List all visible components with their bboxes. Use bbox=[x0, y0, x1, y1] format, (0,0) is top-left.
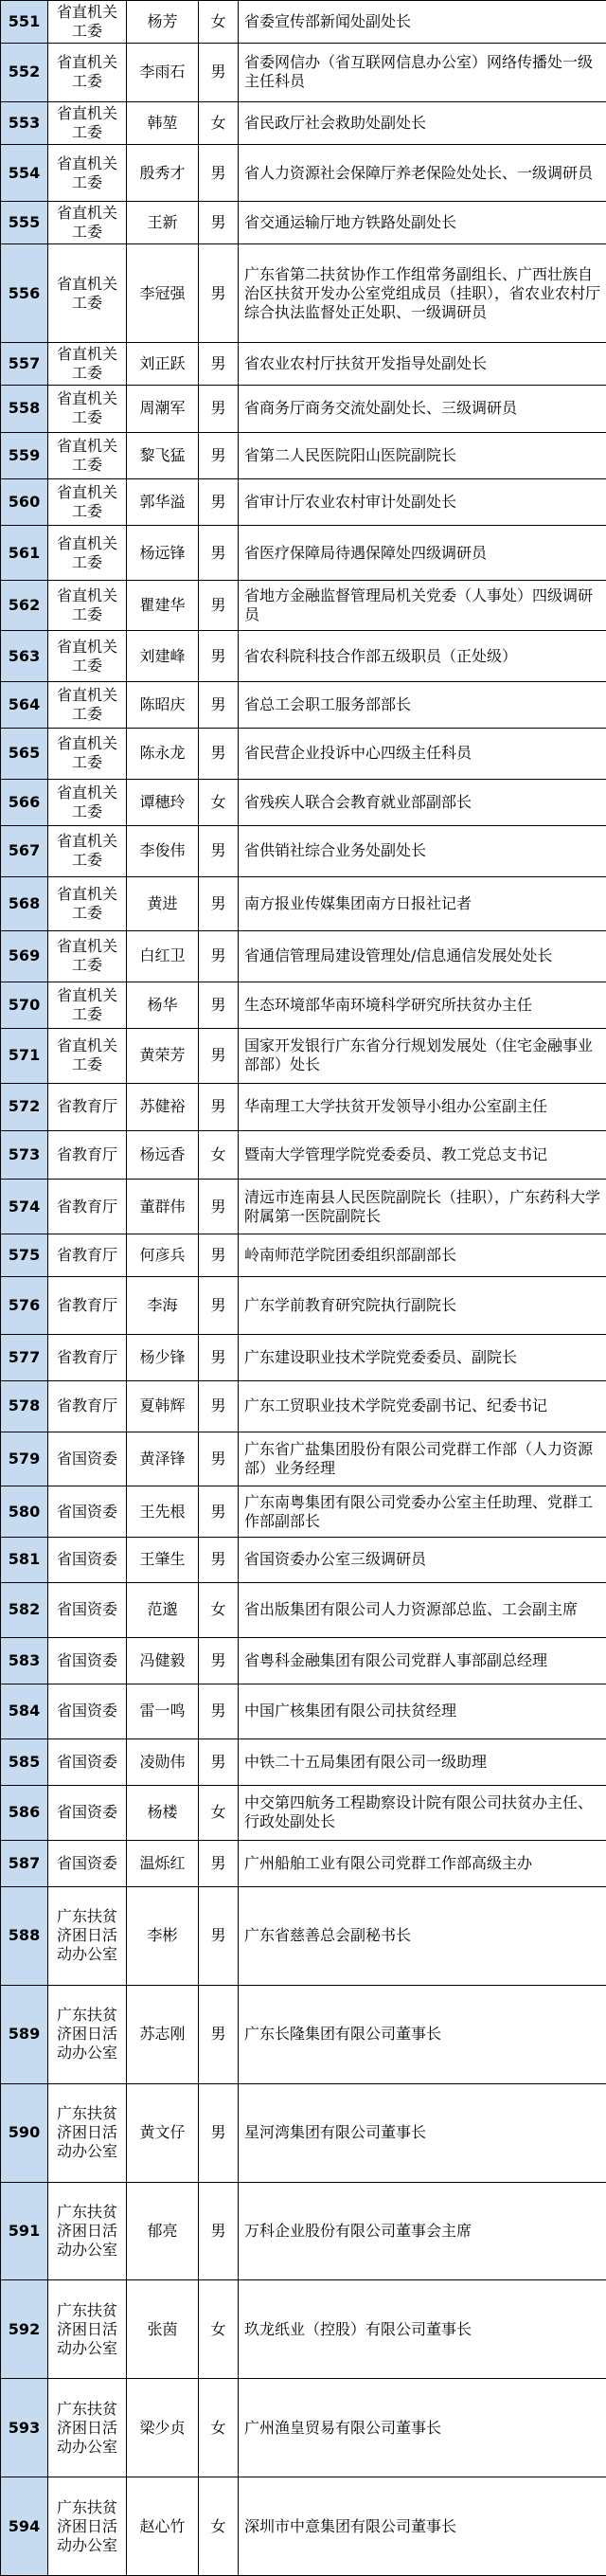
unit-cell: 省直机关工委 bbox=[48, 202, 127, 244]
unit-cell: 省教育厅 bbox=[48, 1334, 127, 1380]
table-row bbox=[1, 931, 606, 982]
name-cell: 王先根 bbox=[127, 1486, 199, 1537]
table-row bbox=[1, 1, 606, 44]
table-row bbox=[1, 1381, 606, 1432]
position-cell: 国家开发银行广东省分行规划发展处（住宅金融事业部部）处长 bbox=[239, 1028, 606, 1083]
unit-cell: 省教育厅 bbox=[48, 1381, 127, 1432]
gender-cell: 女 bbox=[199, 1, 239, 44]
table-row bbox=[1, 580, 606, 630]
name-cell: 杨华 bbox=[127, 982, 199, 1028]
table-row bbox=[1, 779, 606, 825]
position-cell: 玖龙纸业（控股）有限公司董事长 bbox=[239, 2280, 606, 2379]
row-number: 588 bbox=[1, 1886, 48, 1985]
name-cell: 黄进 bbox=[127, 876, 199, 931]
name-cell: 凌勋伟 bbox=[127, 1738, 199, 1785]
unit-cell: 省直机关工委 bbox=[48, 729, 127, 779]
name-cell: 刘正跃 bbox=[127, 343, 199, 386]
unit-cell: 省国资委 bbox=[48, 1738, 127, 1785]
unit-cell: 省国资委 bbox=[48, 1583, 127, 1638]
position-cell: 广东南粤集团有限公司党委办公室主任助理、党群工作部副部长 bbox=[239, 1486, 606, 1537]
gender-cell: 男 bbox=[199, 244, 239, 343]
gender-cell: 男 bbox=[199, 1684, 239, 1739]
table-row bbox=[1, 101, 606, 144]
unit-cell: 省国资委 bbox=[48, 1840, 127, 1886]
position-cell: 省粤科金融集团有限公司党群人事部副总经理 bbox=[239, 1637, 606, 1684]
table-row bbox=[1, 44, 606, 102]
unit-cell: 省教育厅 bbox=[48, 1130, 127, 1179]
table-row bbox=[1, 478, 606, 525]
name-cell: 王新 bbox=[127, 202, 199, 244]
unit-cell: 省国资委 bbox=[48, 1785, 127, 1840]
position-cell: 省地方金融监督管理局机关党委（人事处）四级调研员 bbox=[239, 580, 606, 630]
unit-cell: 省直机关工委 bbox=[48, 681, 127, 728]
row-number: 551 bbox=[1, 1, 48, 44]
unit-cell: 省直机关工委 bbox=[48, 478, 127, 525]
table-row bbox=[1, 1985, 606, 2083]
row-number: 593 bbox=[1, 2379, 48, 2477]
unit-cell: 省直机关工委 bbox=[48, 631, 127, 681]
unit-cell: 省直机关工委 bbox=[48, 386, 127, 432]
gender-cell: 男 bbox=[199, 1028, 239, 1083]
name-cell: 夏韩辉 bbox=[127, 1381, 199, 1432]
gender-cell: 男 bbox=[199, 1234, 239, 1276]
name-cell: 梁少贞 bbox=[127, 2379, 199, 2477]
position-cell: 万科企业股份有限公司董事会主席 bbox=[239, 2182, 606, 2280]
row-number: 582 bbox=[1, 1583, 48, 1638]
position-cell: 省商务厅商务交流处副处长、三级调研员 bbox=[239, 386, 606, 432]
position-cell: 中交第四航务工程勘察设计院有限公司扶贫办主任、行政处副处长 bbox=[239, 1785, 606, 1840]
position-cell: 广东省慈善总会副秘书长 bbox=[239, 1886, 606, 1985]
position-cell: 省委网信办（省互联网信息办公室）网络传播处一级主任科员 bbox=[239, 44, 606, 102]
row-number: 566 bbox=[1, 779, 48, 825]
row-number: 572 bbox=[1, 1083, 48, 1130]
gender-cell: 男 bbox=[199, 580, 239, 630]
position-cell: 深圳市中意集团有限公司董事长 bbox=[239, 2477, 606, 2576]
gender-cell: 男 bbox=[199, 386, 239, 432]
gender-cell: 男 bbox=[199, 1277, 239, 1335]
position-cell: 省医疗保障局待遇保障处四级调研员 bbox=[239, 526, 606, 581]
table-body bbox=[1, 1, 606, 2576]
name-cell: 瞿建华 bbox=[127, 580, 199, 630]
name-cell: 李彬 bbox=[127, 1886, 199, 1985]
table-row bbox=[1, 1180, 606, 1234]
position-cell: 广州船舶工业有限公司党群工作部高级主办 bbox=[239, 1840, 606, 1886]
name-cell: 陈永龙 bbox=[127, 729, 199, 779]
gender-cell: 男 bbox=[199, 1637, 239, 1684]
name-cell: 苏健裕 bbox=[127, 1083, 199, 1130]
row-number: 570 bbox=[1, 982, 48, 1028]
gender-cell: 男 bbox=[199, 876, 239, 931]
row-number: 552 bbox=[1, 44, 48, 102]
name-cell: 周潮军 bbox=[127, 386, 199, 432]
name-cell: 韩堃 bbox=[127, 101, 199, 144]
name-cell: 杨远香 bbox=[127, 1130, 199, 1179]
row-number: 576 bbox=[1, 1277, 48, 1335]
table-row bbox=[1, 1083, 606, 1130]
row-number: 586 bbox=[1, 1785, 48, 1840]
table-row bbox=[1, 1684, 606, 1739]
row-number: 585 bbox=[1, 1738, 48, 1785]
row-number: 560 bbox=[1, 478, 48, 525]
table-row bbox=[1, 1886, 606, 1985]
gender-cell: 男 bbox=[199, 1886, 239, 1985]
position-cell: 中国广核集团有限公司扶贫经理 bbox=[239, 1684, 606, 1739]
gender-cell: 男 bbox=[199, 44, 239, 102]
unit-cell: 广东扶贫济困日活动办公室 bbox=[48, 2379, 127, 2477]
row-number: 591 bbox=[1, 2182, 48, 2280]
row-number: 579 bbox=[1, 1432, 48, 1486]
position-cell: 省农科院科技合作部五级职员（正处级） bbox=[239, 631, 606, 681]
table-row bbox=[1, 2182, 606, 2280]
name-cell: 何彦兵 bbox=[127, 1234, 199, 1276]
name-cell: 殷秀才 bbox=[127, 144, 199, 202]
unit-cell: 省直机关工委 bbox=[48, 876, 127, 931]
gender-cell: 男 bbox=[199, 478, 239, 525]
table-row bbox=[1, 1840, 606, 1886]
gender-cell: 女 bbox=[199, 101, 239, 144]
table-row bbox=[1, 343, 606, 386]
table-row bbox=[1, 1637, 606, 1684]
table-row bbox=[1, 2477, 606, 2576]
gender-cell: 女 bbox=[199, 2477, 239, 2576]
gender-cell: 男 bbox=[199, 729, 239, 779]
position-cell: 省第二人民医院阳山医院副院长 bbox=[239, 432, 606, 478]
row-number: 575 bbox=[1, 1234, 48, 1276]
name-cell: 郁亮 bbox=[127, 2182, 199, 2280]
row-number: 573 bbox=[1, 1130, 48, 1179]
unit-cell: 省直机关工委 bbox=[48, 826, 127, 876]
row-number: 564 bbox=[1, 681, 48, 728]
gender-cell: 男 bbox=[199, 1738, 239, 1785]
position-cell: 省委宣传部新闻处副处长 bbox=[239, 1, 606, 44]
name-cell: 黎飞猛 bbox=[127, 432, 199, 478]
name-cell: 温烁红 bbox=[127, 1840, 199, 1886]
table-row bbox=[1, 1028, 606, 1083]
unit-cell: 省国资委 bbox=[48, 1486, 127, 1537]
gender-cell: 男 bbox=[199, 2182, 239, 2280]
position-cell: 暨南大学管理学院党委委员、教工党总支书记 bbox=[239, 1130, 606, 1179]
position-cell: 省供销社综合业务处副处长 bbox=[239, 826, 606, 876]
gender-cell: 女 bbox=[199, 1583, 239, 1638]
position-cell: 省国资委办公室三级调研员 bbox=[239, 1537, 606, 1582]
unit-cell: 省教育厅 bbox=[48, 1234, 127, 1276]
unit-cell: 省直机关工委 bbox=[48, 432, 127, 478]
name-cell: 张茵 bbox=[127, 2280, 199, 2379]
row-number: 583 bbox=[1, 1637, 48, 1684]
gender-cell: 女 bbox=[199, 1130, 239, 1179]
unit-cell: 省教育厅 bbox=[48, 1277, 127, 1335]
row-number: 558 bbox=[1, 386, 48, 432]
row-number: 556 bbox=[1, 244, 48, 343]
position-cell: 省审计厅农业农村审计处副处长 bbox=[239, 478, 606, 525]
unit-cell: 省直机关工委 bbox=[48, 526, 127, 581]
table-row bbox=[1, 432, 606, 478]
position-cell: 清远市连南县人民医院副院长（挂职），广东药科大学附属第一医院副院长 bbox=[239, 1180, 606, 1234]
table-row bbox=[1, 681, 606, 728]
unit-cell: 省直机关工委 bbox=[48, 144, 127, 202]
position-cell: 广东工贸职业技术学院党委副书记、纪委书记 bbox=[239, 1381, 606, 1432]
position-cell: 省人力资源社会保障厅养老保险处处长、一级调研员 bbox=[239, 144, 606, 202]
row-number: 571 bbox=[1, 1028, 48, 1083]
unit-cell: 省教育厅 bbox=[48, 1180, 127, 1234]
row-number: 565 bbox=[1, 729, 48, 779]
table-row bbox=[1, 202, 606, 244]
gender-cell: 男 bbox=[199, 1180, 239, 1234]
unit-cell: 省国资委 bbox=[48, 1684, 127, 1739]
table-row bbox=[1, 244, 606, 343]
table-row bbox=[1, 729, 606, 779]
gender-cell: 男 bbox=[199, 631, 239, 681]
table-row bbox=[1, 2379, 606, 2477]
name-cell: 李冠强 bbox=[127, 244, 199, 343]
unit-cell: 省国资委 bbox=[48, 1432, 127, 1486]
name-cell: 杨少锋 bbox=[127, 1334, 199, 1380]
unit-cell: 省直机关工委 bbox=[48, 244, 127, 343]
name-cell: 杨芳 bbox=[127, 1, 199, 44]
gender-cell: 男 bbox=[199, 1840, 239, 1886]
row-number: 569 bbox=[1, 931, 48, 982]
row-number: 589 bbox=[1, 1985, 48, 2083]
table-row bbox=[1, 1785, 606, 1840]
row-number: 584 bbox=[1, 1684, 48, 1739]
row-number: 557 bbox=[1, 343, 48, 386]
name-cell: 雷一鸣 bbox=[127, 1684, 199, 1739]
position-cell: 广东学前教育研究院执行副院长 bbox=[239, 1277, 606, 1335]
position-cell: 省通信管理局建设管理处/信息通信发展处处长 bbox=[239, 931, 606, 982]
row-number: 592 bbox=[1, 2280, 48, 2379]
unit-cell: 省直机关工委 bbox=[48, 343, 127, 386]
table-row bbox=[1, 1738, 606, 1785]
unit-cell: 省直机关工委 bbox=[48, 931, 127, 982]
name-cell: 李俊伟 bbox=[127, 826, 199, 876]
position-cell: 省民营企业投诉中心四级主任科员 bbox=[239, 729, 606, 779]
row-number: 587 bbox=[1, 1840, 48, 1886]
unit-cell: 省国资委 bbox=[48, 1537, 127, 1582]
position-cell: 省交通运输厅地方铁路处副处长 bbox=[239, 202, 606, 244]
row-number: 577 bbox=[1, 1334, 48, 1380]
gender-cell: 女 bbox=[199, 779, 239, 825]
unit-cell: 广东扶贫济困日活动办公室 bbox=[48, 2477, 127, 2576]
name-cell: 刘建峰 bbox=[127, 631, 199, 681]
position-cell: 岭南师范学院团委组织部副部长 bbox=[239, 1234, 606, 1276]
name-cell: 董群伟 bbox=[127, 1180, 199, 1234]
unit-cell: 省直机关工委 bbox=[48, 779, 127, 825]
position-cell: 省民政厅社会救助处副处长 bbox=[239, 101, 606, 144]
position-cell: 广东长隆集团有限公司董事长 bbox=[239, 1985, 606, 2083]
name-cell: 李海 bbox=[127, 1277, 199, 1335]
unit-cell: 省直机关工委 bbox=[48, 44, 127, 102]
table-row bbox=[1, 1583, 606, 1638]
table-row bbox=[1, 1234, 606, 1276]
position-cell: 广东省广盐集团股份有限公司党群工作部（人力资源部）业务经理 bbox=[239, 1432, 606, 1486]
gender-cell: 男 bbox=[199, 1432, 239, 1486]
gender-cell: 男 bbox=[199, 1537, 239, 1582]
table-row bbox=[1, 631, 606, 681]
name-cell: 黄荣芳 bbox=[127, 1028, 199, 1083]
unit-cell: 广东扶贫济困日活动办公室 bbox=[48, 2280, 127, 2379]
position-cell: 省出版集团有限公司人力资源部总监、工会副主席 bbox=[239, 1583, 606, 1638]
name-cell: 谭穗玲 bbox=[127, 779, 199, 825]
row-number: 567 bbox=[1, 826, 48, 876]
table-row bbox=[1, 144, 606, 202]
gender-cell: 男 bbox=[199, 202, 239, 244]
name-cell: 杨远锋 bbox=[127, 526, 199, 581]
gender-cell: 女 bbox=[199, 1785, 239, 1840]
gender-cell: 女 bbox=[199, 2379, 239, 2477]
gender-cell: 男 bbox=[199, 432, 239, 478]
gender-cell: 男 bbox=[199, 826, 239, 876]
name-cell: 郭华溢 bbox=[127, 478, 199, 525]
name-cell: 冯健毅 bbox=[127, 1637, 199, 1684]
unit-cell: 广东扶贫济困日活动办公室 bbox=[48, 2083, 127, 2182]
gender-cell: 男 bbox=[199, 1985, 239, 2083]
position-cell: 生态环境部华南环境科学研究所扶贫办主任 bbox=[239, 982, 606, 1028]
row-number: 574 bbox=[1, 1180, 48, 1234]
position-cell: 广东建设职业技术学院党委委员、副院长 bbox=[239, 1334, 606, 1380]
table-row bbox=[1, 982, 606, 1028]
unit-cell: 省教育厅 bbox=[48, 1083, 127, 1130]
position-cell: 广州渔皇贸易有限公司董事长 bbox=[239, 2379, 606, 2477]
position-cell: 中铁二十五局集团有限公司一级助理 bbox=[239, 1738, 606, 1785]
name-cell: 杨楼 bbox=[127, 1785, 199, 1840]
unit-cell: 省直机关工委 bbox=[48, 101, 127, 144]
name-cell: 白红卫 bbox=[127, 931, 199, 982]
table-row bbox=[1, 1486, 606, 1537]
unit-cell: 广东扶贫济困日活动办公室 bbox=[48, 1886, 127, 1985]
row-number: 554 bbox=[1, 144, 48, 202]
gender-cell: 男 bbox=[199, 1334, 239, 1380]
position-cell: 南方报业传媒集团南方日报社记者 bbox=[239, 876, 606, 931]
table-row bbox=[1, 1537, 606, 1582]
row-number: 594 bbox=[1, 2477, 48, 2576]
name-cell: 范邈 bbox=[127, 1583, 199, 1638]
name-cell: 赵心竹 bbox=[127, 2477, 199, 2576]
unit-cell: 广东扶贫济困日活动办公室 bbox=[48, 2182, 127, 2280]
row-number: 555 bbox=[1, 202, 48, 244]
position-cell: 省农业农村厅扶贫开发指导处副处长 bbox=[239, 343, 606, 386]
table-row bbox=[1, 386, 606, 432]
row-number: 559 bbox=[1, 432, 48, 478]
gender-cell: 男 bbox=[199, 2083, 239, 2182]
row-number: 561 bbox=[1, 526, 48, 581]
row-number: 562 bbox=[1, 580, 48, 630]
unit-cell: 省国资委 bbox=[48, 1637, 127, 1684]
name-cell: 黄泽锋 bbox=[127, 1432, 199, 1486]
position-cell: 星河湾集团有限公司董事长 bbox=[239, 2083, 606, 2182]
row-number: 563 bbox=[1, 631, 48, 681]
gender-cell: 男 bbox=[199, 526, 239, 581]
unit-cell: 广东扶贫济困日活动办公室 bbox=[48, 1985, 127, 2083]
position-cell: 省残疾人联合会教育就业部副部长 bbox=[239, 779, 606, 825]
unit-cell: 省直机关工委 bbox=[48, 580, 127, 630]
gender-cell: 男 bbox=[199, 1083, 239, 1130]
row-number: 568 bbox=[1, 876, 48, 931]
unit-cell: 省直机关工委 bbox=[48, 982, 127, 1028]
unit-cell: 省直机关工委 bbox=[48, 1, 127, 44]
position-cell: 华南理工大学扶贫开发领导小组办公室副主任 bbox=[239, 1083, 606, 1130]
gender-cell: 男 bbox=[199, 144, 239, 202]
unit-cell: 省直机关工委 bbox=[48, 1028, 127, 1083]
name-cell: 陈昭庆 bbox=[127, 681, 199, 728]
gender-cell: 男 bbox=[199, 681, 239, 728]
row-number: 581 bbox=[1, 1537, 48, 1582]
gender-cell: 男 bbox=[199, 982, 239, 1028]
gender-cell: 女 bbox=[199, 2280, 239, 2379]
name-cell: 王肇生 bbox=[127, 1537, 199, 1582]
gender-cell: 男 bbox=[199, 343, 239, 386]
row-number: 580 bbox=[1, 1486, 48, 1537]
table-row bbox=[1, 1432, 606, 1486]
gender-cell: 男 bbox=[199, 1486, 239, 1537]
row-number: 590 bbox=[1, 2083, 48, 2182]
position-cell: 省总工会职工服务部部长 bbox=[239, 681, 606, 728]
name-cell: 黄文仔 bbox=[127, 2083, 199, 2182]
name-cell: 李雨石 bbox=[127, 44, 199, 102]
gender-cell: 男 bbox=[199, 1381, 239, 1432]
row-number: 578 bbox=[1, 1381, 48, 1432]
table-row bbox=[1, 826, 606, 876]
row-number: 553 bbox=[1, 101, 48, 144]
table-row bbox=[1, 2083, 606, 2182]
position-cell: 广东省第二扶贫协作工作组常务副组长、广西壮族自治区扶贫开发办公室党组成员（挂职），省农业农村厅综合执法监督处正处职、一级调研员 bbox=[239, 244, 606, 343]
table-row bbox=[1, 1130, 606, 1179]
table-row bbox=[1, 1334, 606, 1380]
name-cell: 苏志刚 bbox=[127, 1985, 199, 2083]
gender-cell: 男 bbox=[199, 931, 239, 982]
table-row bbox=[1, 526, 606, 581]
table-row bbox=[1, 2280, 606, 2379]
table-row bbox=[1, 876, 606, 931]
table-row bbox=[1, 1277, 606, 1335]
